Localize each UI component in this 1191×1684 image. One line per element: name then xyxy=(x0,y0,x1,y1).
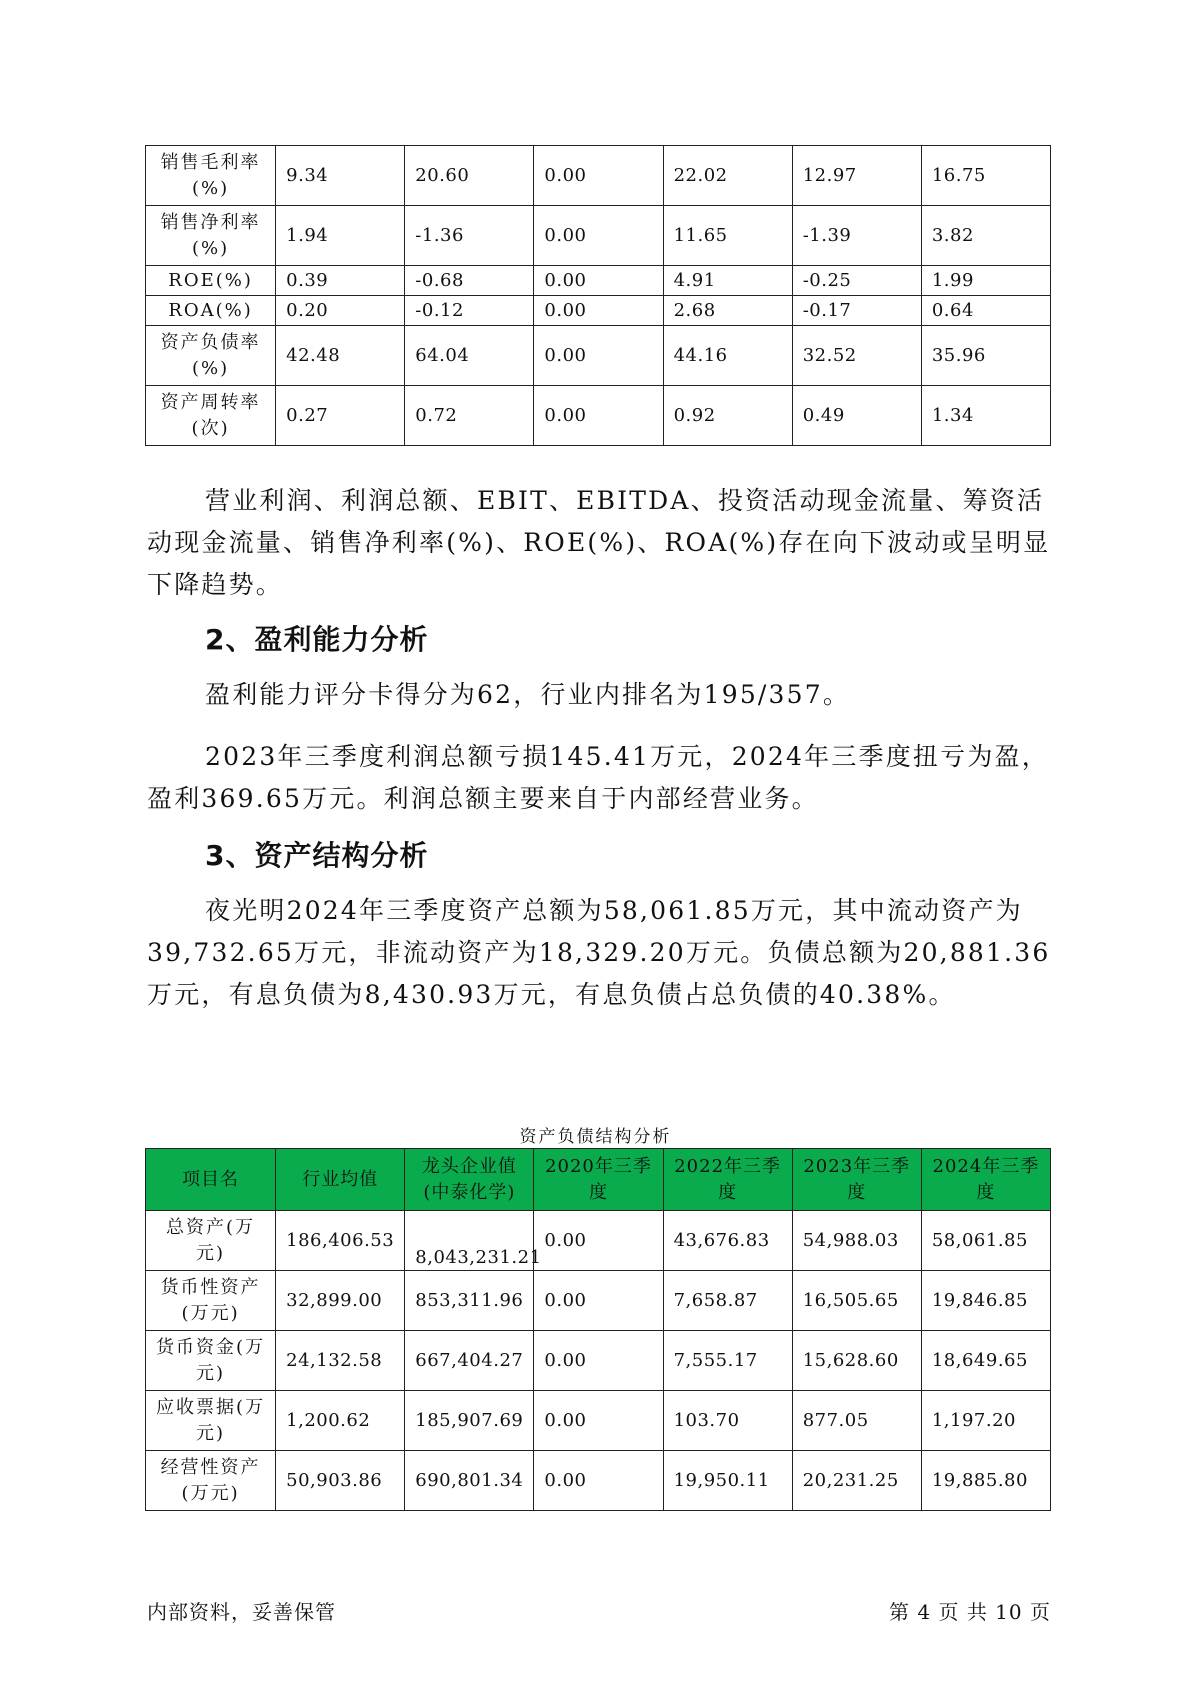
table-header-row xyxy=(146,1149,1051,1211)
table-cell: 12.97 xyxy=(792,146,921,206)
row-label: 总资产(万元) xyxy=(146,1211,276,1271)
table-cell: 32,899.00 xyxy=(276,1271,405,1331)
table-cell: 0.27 xyxy=(276,386,405,446)
table-cell: -0.68 xyxy=(405,266,534,296)
table-cell: 1.94 xyxy=(276,206,405,266)
table-cell: 0.00 xyxy=(534,146,663,206)
table-cell: 0.00 xyxy=(534,326,663,386)
table-cell: 0.00 xyxy=(534,266,663,296)
table-cell: 11.65 xyxy=(663,206,792,266)
table-cell: 0.92 xyxy=(663,386,792,446)
table-cell: 8,043,231.21 xyxy=(405,1211,534,1271)
column-header: 项目名 xyxy=(146,1149,276,1211)
table-row xyxy=(146,1331,1051,1391)
financial-ratio-table xyxy=(145,145,1051,446)
table-cell: 0.00 xyxy=(534,1451,663,1511)
asset-liability-structure-table xyxy=(145,1148,1051,1511)
table-cell: 58,061.85 xyxy=(921,1211,1050,1271)
table-cell: -1.36 xyxy=(405,206,534,266)
table-cell: 877.05 xyxy=(792,1391,921,1451)
table-cell: 22.02 xyxy=(663,146,792,206)
row-label: 货币资金(万元) xyxy=(146,1331,276,1391)
column-header: 龙头企业值(中泰化学) xyxy=(405,1149,534,1211)
row-label: 资产周转率(次) xyxy=(146,386,276,446)
table-cell: 1.99 xyxy=(921,266,1050,296)
column-header: 2022年三季度 xyxy=(663,1149,792,1211)
table-cell: 19,885.80 xyxy=(921,1451,1050,1511)
table-cell: 2.68 xyxy=(663,296,792,326)
table-cell: 0.39 xyxy=(276,266,405,296)
table-cell: 0.64 xyxy=(921,296,1050,326)
table-cell: 50,903.86 xyxy=(276,1451,405,1511)
table-cell: -0.17 xyxy=(792,296,921,326)
row-label: 销售毛利率(%) xyxy=(146,146,276,206)
table-cell: 7,555.17 xyxy=(663,1331,792,1391)
table-cell: 20,231.25 xyxy=(792,1451,921,1511)
row-label: ROE(%) xyxy=(146,266,276,296)
asset-structure-text: 夜光明2024年三季度资产总额为58,061.85万元，其中流动资产为39,732.65万元，非流动资产为18,329.20万元。负债总额为20,881.36万元，有息负债为8,430.93万元，有息负债占总负债的40.38%。 xyxy=(147,896,1051,1009)
section-heading-asset-structure: 3、资产结构分析 xyxy=(205,839,429,872)
table-cell: 853,311.96 xyxy=(405,1271,534,1331)
table-cell: 9.34 xyxy=(276,146,405,206)
table-cell: 19,950.11 xyxy=(663,1451,792,1511)
column-header: 2024年三季度 xyxy=(921,1149,1050,1211)
table-cell: 1.34 xyxy=(921,386,1050,446)
table-row xyxy=(146,206,1051,266)
table-row xyxy=(146,1451,1051,1511)
table-cell: 0.00 xyxy=(534,1271,663,1331)
table-cell: 0.00 xyxy=(534,386,663,446)
table-cell: 1,197.20 xyxy=(921,1391,1050,1451)
row-label: 销售净利率(%) xyxy=(146,206,276,266)
table-cell: 24,132.58 xyxy=(276,1331,405,1391)
table-row xyxy=(146,386,1051,446)
column-header: 2020年三季度 xyxy=(534,1149,663,1211)
table-cell: 18,649.65 xyxy=(921,1331,1050,1391)
table-cell: 667,404.27 xyxy=(405,1331,534,1391)
table-cell: 1,200.62 xyxy=(276,1391,405,1451)
profit-paragraph xyxy=(147,736,1052,820)
profitability-score-text: 盈利能力评分卡得分为62，行业内排名为195/357。 xyxy=(205,680,851,709)
table-cell: 43,676.83 xyxy=(663,1211,792,1271)
table-cell: 186,406.53 xyxy=(276,1211,405,1271)
table-cell: 16.75 xyxy=(921,146,1050,206)
table-cell: 20.60 xyxy=(405,146,534,206)
column-header: 2023年三季度 xyxy=(792,1149,921,1211)
table-cell: 0.00 xyxy=(534,1211,663,1271)
table-cell: 185,907.69 xyxy=(405,1391,534,1451)
table-caption: 资产负债结构分析 xyxy=(519,1127,672,1147)
table-cell: 19,846.85 xyxy=(921,1271,1050,1331)
table-cell: -0.12 xyxy=(405,296,534,326)
table-cell: 690,801.34 xyxy=(405,1451,534,1511)
table-cell: 0.00 xyxy=(534,1391,663,1451)
table-cell: 3.82 xyxy=(921,206,1050,266)
table-row xyxy=(146,1271,1051,1331)
table-row xyxy=(146,296,1051,326)
footer-page-number: 第 4 页 共 10 页 xyxy=(889,1600,1051,1624)
trend-text: 营业利润、利润总额、EBIT、EBITDA、投资活动现金流量、筹资活动现金流量、销售净利率(%)、ROE(%)、ROA(%)存在向下波动或呈明显下降趋势。 xyxy=(147,486,1051,599)
row-label: 经营性资产(万元) xyxy=(146,1451,276,1511)
row-label: ROA(%) xyxy=(146,296,276,326)
section-heading-profitability: 2、盈利能力分析 xyxy=(205,623,429,656)
table-cell: 0.20 xyxy=(276,296,405,326)
table-cell: 7,658.87 xyxy=(663,1271,792,1331)
profit-text: 2023年三季度利润总额亏损145.41万元，2024年三季度扭亏为盈，盈利369.65万元。利润总额主要来自于内部经营业务。 xyxy=(147,742,1049,813)
row-label: 货币性资产(万元) xyxy=(146,1271,276,1331)
table-cell: 0.00 xyxy=(534,296,663,326)
table-cell: 4.91 xyxy=(663,266,792,296)
table-cell: 15,628.60 xyxy=(792,1331,921,1391)
table-cell: 54,988.03 xyxy=(792,1211,921,1271)
table-row xyxy=(146,146,1051,206)
trend-paragraph xyxy=(147,480,1052,606)
row-label: 应收票据(万元) xyxy=(146,1391,276,1451)
table-cell: 32.52 xyxy=(792,326,921,386)
asset-structure-paragraph xyxy=(147,890,1052,1016)
table-cell: -1.39 xyxy=(792,206,921,266)
table-cell: 35.96 xyxy=(921,326,1050,386)
table-cell: 103.70 xyxy=(663,1391,792,1451)
table-cell: 64.04 xyxy=(405,326,534,386)
table-cell: 0.00 xyxy=(534,206,663,266)
column-header: 行业均值 xyxy=(276,1149,405,1211)
table-cell: 44.16 xyxy=(663,326,792,386)
table-row xyxy=(146,1391,1051,1451)
table-cell: 0.00 xyxy=(534,1331,663,1391)
table-cell: -0.25 xyxy=(792,266,921,296)
table-row xyxy=(146,1211,1051,1271)
table-cell: 0.49 xyxy=(792,386,921,446)
table-row xyxy=(146,266,1051,296)
table-cell: 16,505.65 xyxy=(792,1271,921,1331)
profitability-score-paragraph xyxy=(147,674,1052,716)
table-cell: 0.72 xyxy=(405,386,534,446)
table-cell: 42.48 xyxy=(276,326,405,386)
row-label: 资产负债率(%) xyxy=(146,326,276,386)
table-row xyxy=(146,326,1051,386)
footer-confidential: 内部资料，妥善保管 xyxy=(147,1600,336,1624)
